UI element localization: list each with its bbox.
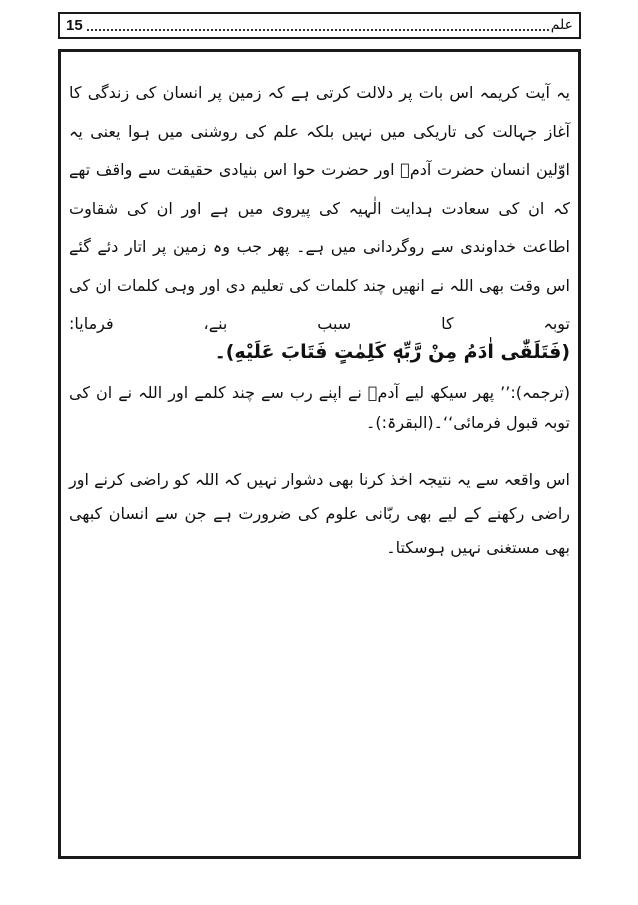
page-number: 15 [66, 17, 83, 34]
paragraph-intro: یہ آیت کریمہ اس بات پر دلالت کرتی ہے کہ زمین پر انسان کی زندگی کا آغاز جہالت کی تاریکی میں نہیں بلکہ علم کی روشنی میں ہوا یعنی یہ اوّلین انسان حضرت آدمؑ اور حضرت حوا اس بنیادی حقیقت سے واقف تھے کہ ان کی سعادت ہدایت الٰہیہ کی پیروی میں ہے اور ان کی شقاوت اطاعت خداوندی سے روگردانی میں ہے۔ پھر جب وہ زمین پر اتار دئے گئے اس وقت بھی اللہ نے انھیں چند کلمات کی تعلیم دی اور وہی کلمات ان کی توبہ کا سبب بنے، فرمایا: [69, 83, 570, 333]
verse-translation: (ترجمہ):’’ پھر سیکھ لیے آدمؑ نے اپنے رب سے چند کلمے اور اللہ نے ان کی توبہ قبول فرمائی‘‘۔(البقرۃ:)۔ [69, 383, 570, 432]
running-title: علم [550, 17, 573, 33]
page-header [58, 12, 581, 39]
quran-verse: (فَتَلَقّٰی اٰدَمُ مِنْ رَّبِّهٖ كَلِمٰتٍ فَتَابَ عَلَيْهِ)۔ [214, 341, 570, 363]
header-dotted-leader [87, 29, 549, 31]
paragraph-conclusion: اس واقعہ سے یہ نتیجہ اخذ کرنا بھی دشوار نہیں کہ اللہ کو راضی کرنے اور راضی رکھنے کے لیے بھی ربّانی علوم کی ضرورت ہے جن سے انسان کبھی بھی مستغنی نہیں ہوسکتا۔ [69, 470, 570, 557]
page-content-frame [58, 49, 581, 859]
